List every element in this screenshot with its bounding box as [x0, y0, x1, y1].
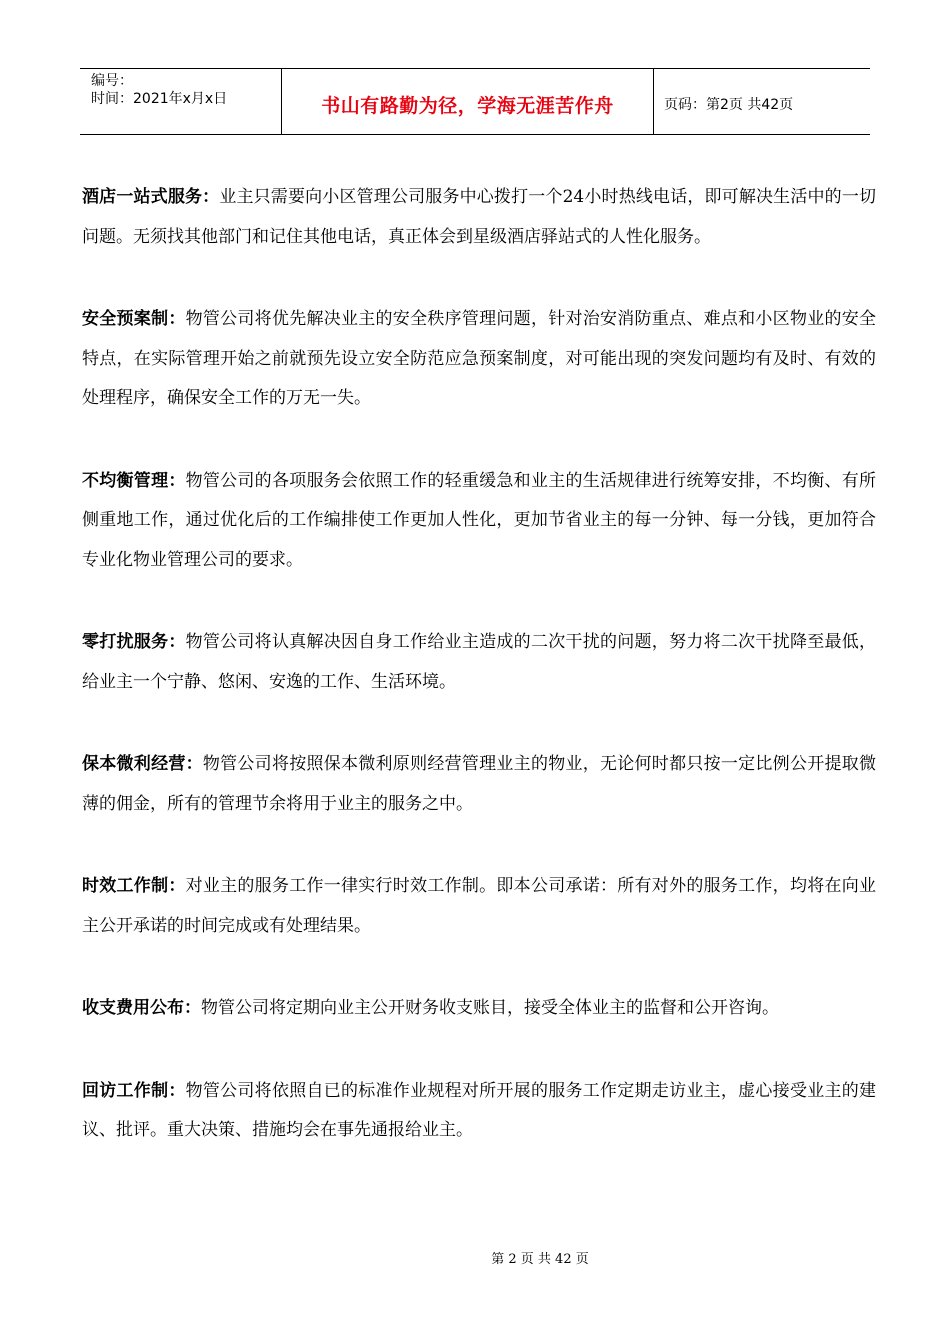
section-paragraph [82, 178, 876, 257]
section-term: 零打扰服务： [82, 632, 186, 652]
section-paragraph [82, 989, 876, 1029]
section-paragraph [82, 623, 876, 702]
document-header [80, 68, 870, 135]
section-term: 保本微利经营： [82, 754, 203, 774]
page-footer [0, 1248, 950, 1267]
section-term: 回访工作制： [82, 1080, 186, 1101]
section-paragraph [82, 745, 876, 824]
section-term: 安全预案制： [82, 309, 186, 329]
section-term: 不均衡管理： [82, 470, 186, 491]
header-page-info-cell [654, 69, 870, 134]
section-text: 物管公司的各项服务会依照工作的轻重缓急和业主的生活规律进行统筹安排，不均衡、有所侧重地工作，通过优化后的工作编排使工作更加人性化，更加节省业主的每一分钟、每一分钱，更加符合专业化物业管理公司的要求。 [82, 470, 877, 570]
header-motto: 书山有路勤为径，学海无涯苦作舟 [321, 95, 614, 117]
section-term: 收支费用公布： [82, 998, 201, 1018]
section-text: 物管公司将优先解决业主的安全秩序管理问题，针对治安消防重点、难点和小区物业的安全特点，在实际管理开始之前就预先设立安全防范应急预案制度，对可能出现的突发问题均有及时、有效的处理程序，确保安全工作的万无一失。 [82, 309, 877, 408]
document-body [82, 178, 876, 1151]
section-text: 物管公司将依照自已的标准作业规程对所开展的服务工作定期走访业主，虚心接受业主的建议、批评。重大决策、措施均会在事先通报给业主。 [82, 1080, 877, 1140]
section-term: 时效工作制： [82, 876, 186, 896]
section-paragraph [82, 1072, 876, 1151]
section-text: 物管公司将认真解决因自身工作给业主造成的二次干扰的问题，努力将二次干扰降至最低，给业主一个宁静、悠闲、安逸的工作、生活环境。 [82, 632, 877, 692]
header-motto-cell [282, 69, 654, 134]
time-label: 时间：2021年x月x日 [91, 91, 228, 107]
section-paragraph [82, 300, 876, 419]
section-text: 对业主的服务工作一律实行时效工作制。即本公司承诺：所有对外的服务工作，均将在向业主公开承诺的时间完成或有处理结果。 [82, 876, 877, 936]
header-page-info: 页码：第2页 共42页 [664, 96, 794, 113]
footer-page-number: 第 2 页 共 42 页 [491, 1252, 589, 1267]
header-meta [80, 69, 282, 134]
section-text: 物管公司将定期向业主公开财务收支账目，接受全体业主的监督和公开咨询。 [201, 998, 779, 1018]
section-paragraph [82, 462, 876, 581]
section-text: 物管公司将按照保本微利原则经营管理业主的物业，无论何时都只按一定比例公开提取微薄的佣金，所有的管理节余将用于业主的服务之中。 [82, 754, 877, 814]
section-paragraph [82, 867, 876, 946]
section-term: 酒店一站式服务： [82, 187, 220, 207]
number-label: 编号： [91, 73, 133, 89]
section-text: 业主只需要向小区管理公司服务中心拨打一个24小时热线电话，即可解决生活中的一切问题。无须找其他部门和记住其他电话，真正体会到星级酒店驿站式的人性化服务。 [82, 187, 876, 247]
